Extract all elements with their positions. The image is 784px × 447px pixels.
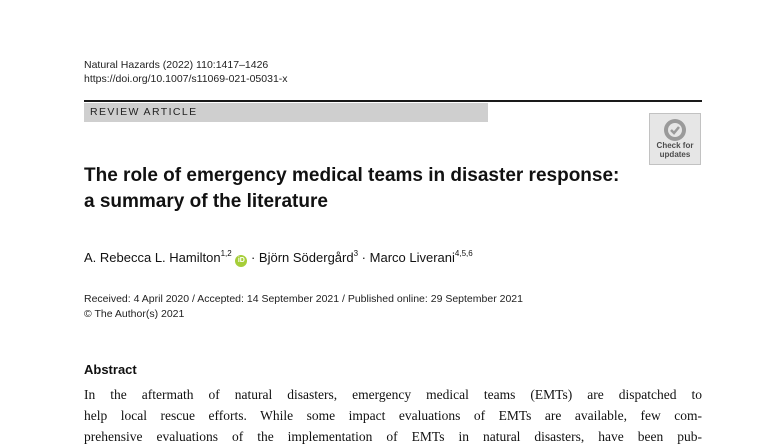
author-affiliation: 3 (353, 249, 359, 258)
abstract-line: help local rescue efforts. While some impact evaluations of EMTs are available, few com- (84, 408, 702, 423)
author-separator: · (250, 250, 256, 265)
author-separator: · (361, 250, 367, 265)
section-label: REVIEW ARTICLE (90, 106, 198, 118)
orcid-icon[interactable]: iD (235, 255, 247, 267)
author-name[interactable]: Marco Liverani (369, 250, 455, 265)
badge-line-1: Check for (656, 141, 694, 150)
section-band (84, 103, 488, 122)
author-affiliation: 4,5,6 (454, 249, 473, 258)
journal-info (84, 59, 288, 86)
badge-text (650, 142, 700, 159)
article-title (84, 163, 694, 215)
abstract-body (84, 384, 702, 447)
author-affiliation: 1,2 (220, 249, 232, 258)
title-line-1: The role of emergency medical teams in disaster response: (84, 165, 620, 186)
dates-line: Received: 4 April 2020 / Accepted: 14 September 2021 / Published online: 29 September 2021 (84, 293, 523, 305)
author-name[interactable]: A. Rebecca L. Hamilton (84, 250, 221, 265)
crossmark-icon (662, 117, 688, 143)
header-rule (84, 100, 702, 102)
abstract-line: In the aftermath of natural disasters, emergency medical teams (EMTs) are dispatched to (84, 387, 702, 402)
abstract-line: prehensive evaluations of the implementation of EMTs in natural disasters, have been pub- (84, 429, 702, 444)
author-name[interactable]: Björn Södergård (258, 250, 354, 265)
copyright-line: © The Author(s) 2021 (84, 308, 185, 320)
check-for-updates-badge[interactable] (649, 113, 701, 165)
publication-dates (84, 292, 523, 322)
abstract-heading: Abstract (84, 362, 137, 377)
doi-link[interactable]: https://doi.org/10.1007/s11069-021-05031-x (84, 72, 288, 85)
badge-line-2: updates (659, 149, 691, 159)
journal-citation: Natural Hazards (2022) 110:1417–1426 (84, 59, 269, 71)
title-line-2: a summary of the literature (84, 191, 328, 212)
author-list (84, 244, 473, 268)
